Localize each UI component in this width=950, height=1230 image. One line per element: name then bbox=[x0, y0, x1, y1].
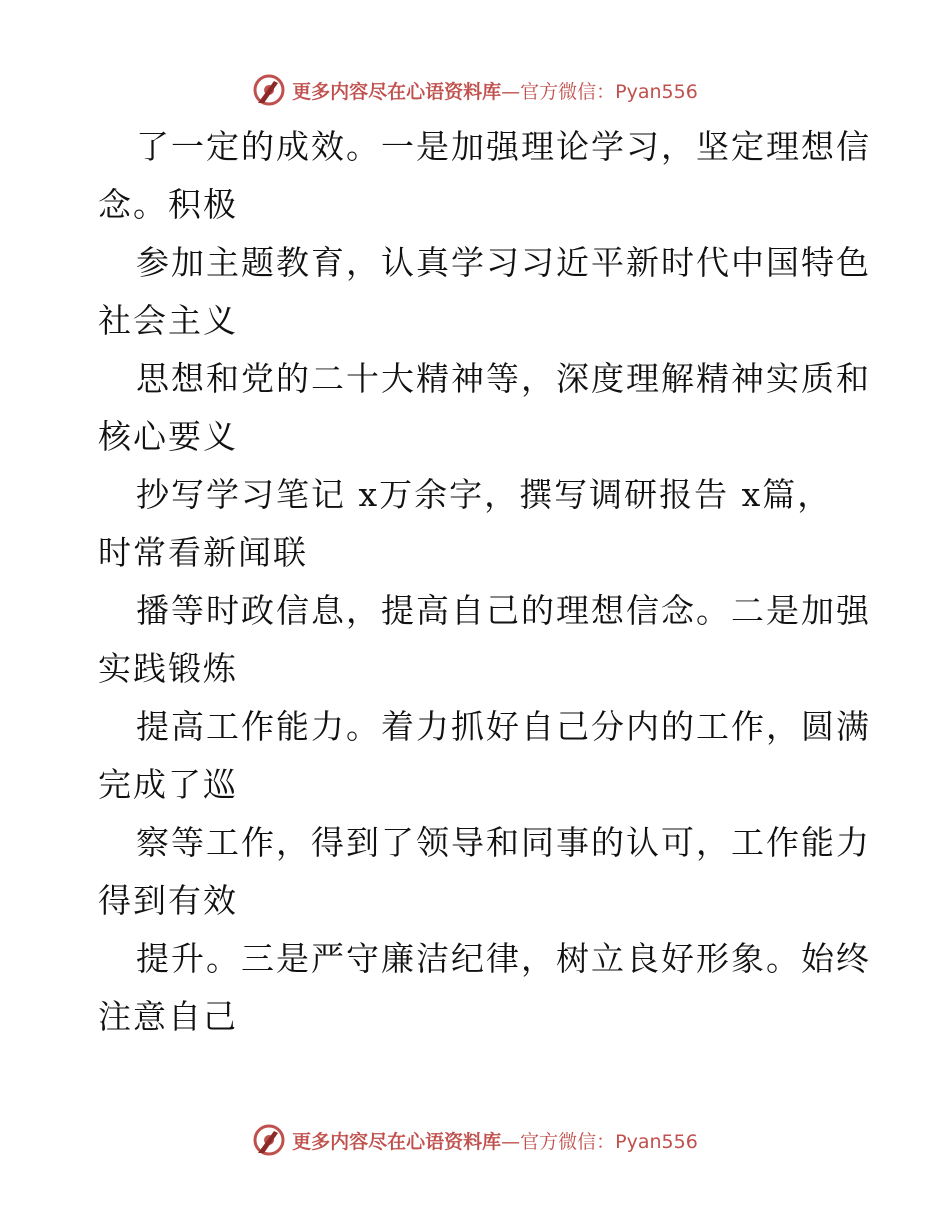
body-line: 察等工作，得到了领导和同事的认可，工作能力 bbox=[136, 823, 871, 862]
body-line: 了一定的成效。一是加强理论学习，坚定理想信 bbox=[136, 127, 871, 166]
body-line: 播等时政信息，提高自己的理想信念。二是加强 bbox=[136, 591, 871, 630]
body-line: 社会主义 bbox=[98, 301, 238, 340]
body-line: 完成了巡 bbox=[98, 765, 238, 804]
body-line: 时常看新闻联 bbox=[98, 533, 308, 572]
page-footer-banner bbox=[0, 1120, 950, 1160]
page-header-banner bbox=[0, 70, 950, 110]
header-brand-text: 更多内容尽在心语资料库 bbox=[292, 80, 502, 103]
header-wechat-text: —官方微信：Pyan556 bbox=[501, 80, 698, 103]
body-line: 提升。三是严守廉洁纪律，树立良好形象。始终 bbox=[136, 939, 871, 978]
body-line: 抄写学习笔记 x万余字，撰写调研报告 x篇， bbox=[136, 475, 833, 514]
body-line: 参加主题教育，认真学习习近平新时代中国特色 bbox=[136, 243, 871, 282]
document-body bbox=[98, 118, 871, 1046]
body-line: 念。积极 bbox=[98, 185, 238, 224]
footer-banner-text bbox=[292, 1127, 698, 1154]
body-line: 得到有效 bbox=[98, 881, 238, 920]
quill-in-circle-icon bbox=[252, 1123, 286, 1157]
body-line: 思想和党的二十大精神等，深度理解精神实质和 bbox=[136, 359, 871, 398]
body-line: 实践锻炼 bbox=[98, 649, 238, 688]
quill-in-circle-icon bbox=[252, 73, 286, 107]
footer-brand-text: 更多内容尽在心语资料库 bbox=[292, 1130, 502, 1153]
body-line: 核心要义 bbox=[98, 417, 238, 456]
header-banner-text bbox=[292, 77, 698, 104]
body-line: 提高工作能力。着力抓好自己分内的工作，圆满 bbox=[136, 707, 871, 746]
footer-wechat-text: —官方微信：Pyan556 bbox=[501, 1130, 698, 1153]
body-line: 注意自己 bbox=[98, 997, 238, 1036]
